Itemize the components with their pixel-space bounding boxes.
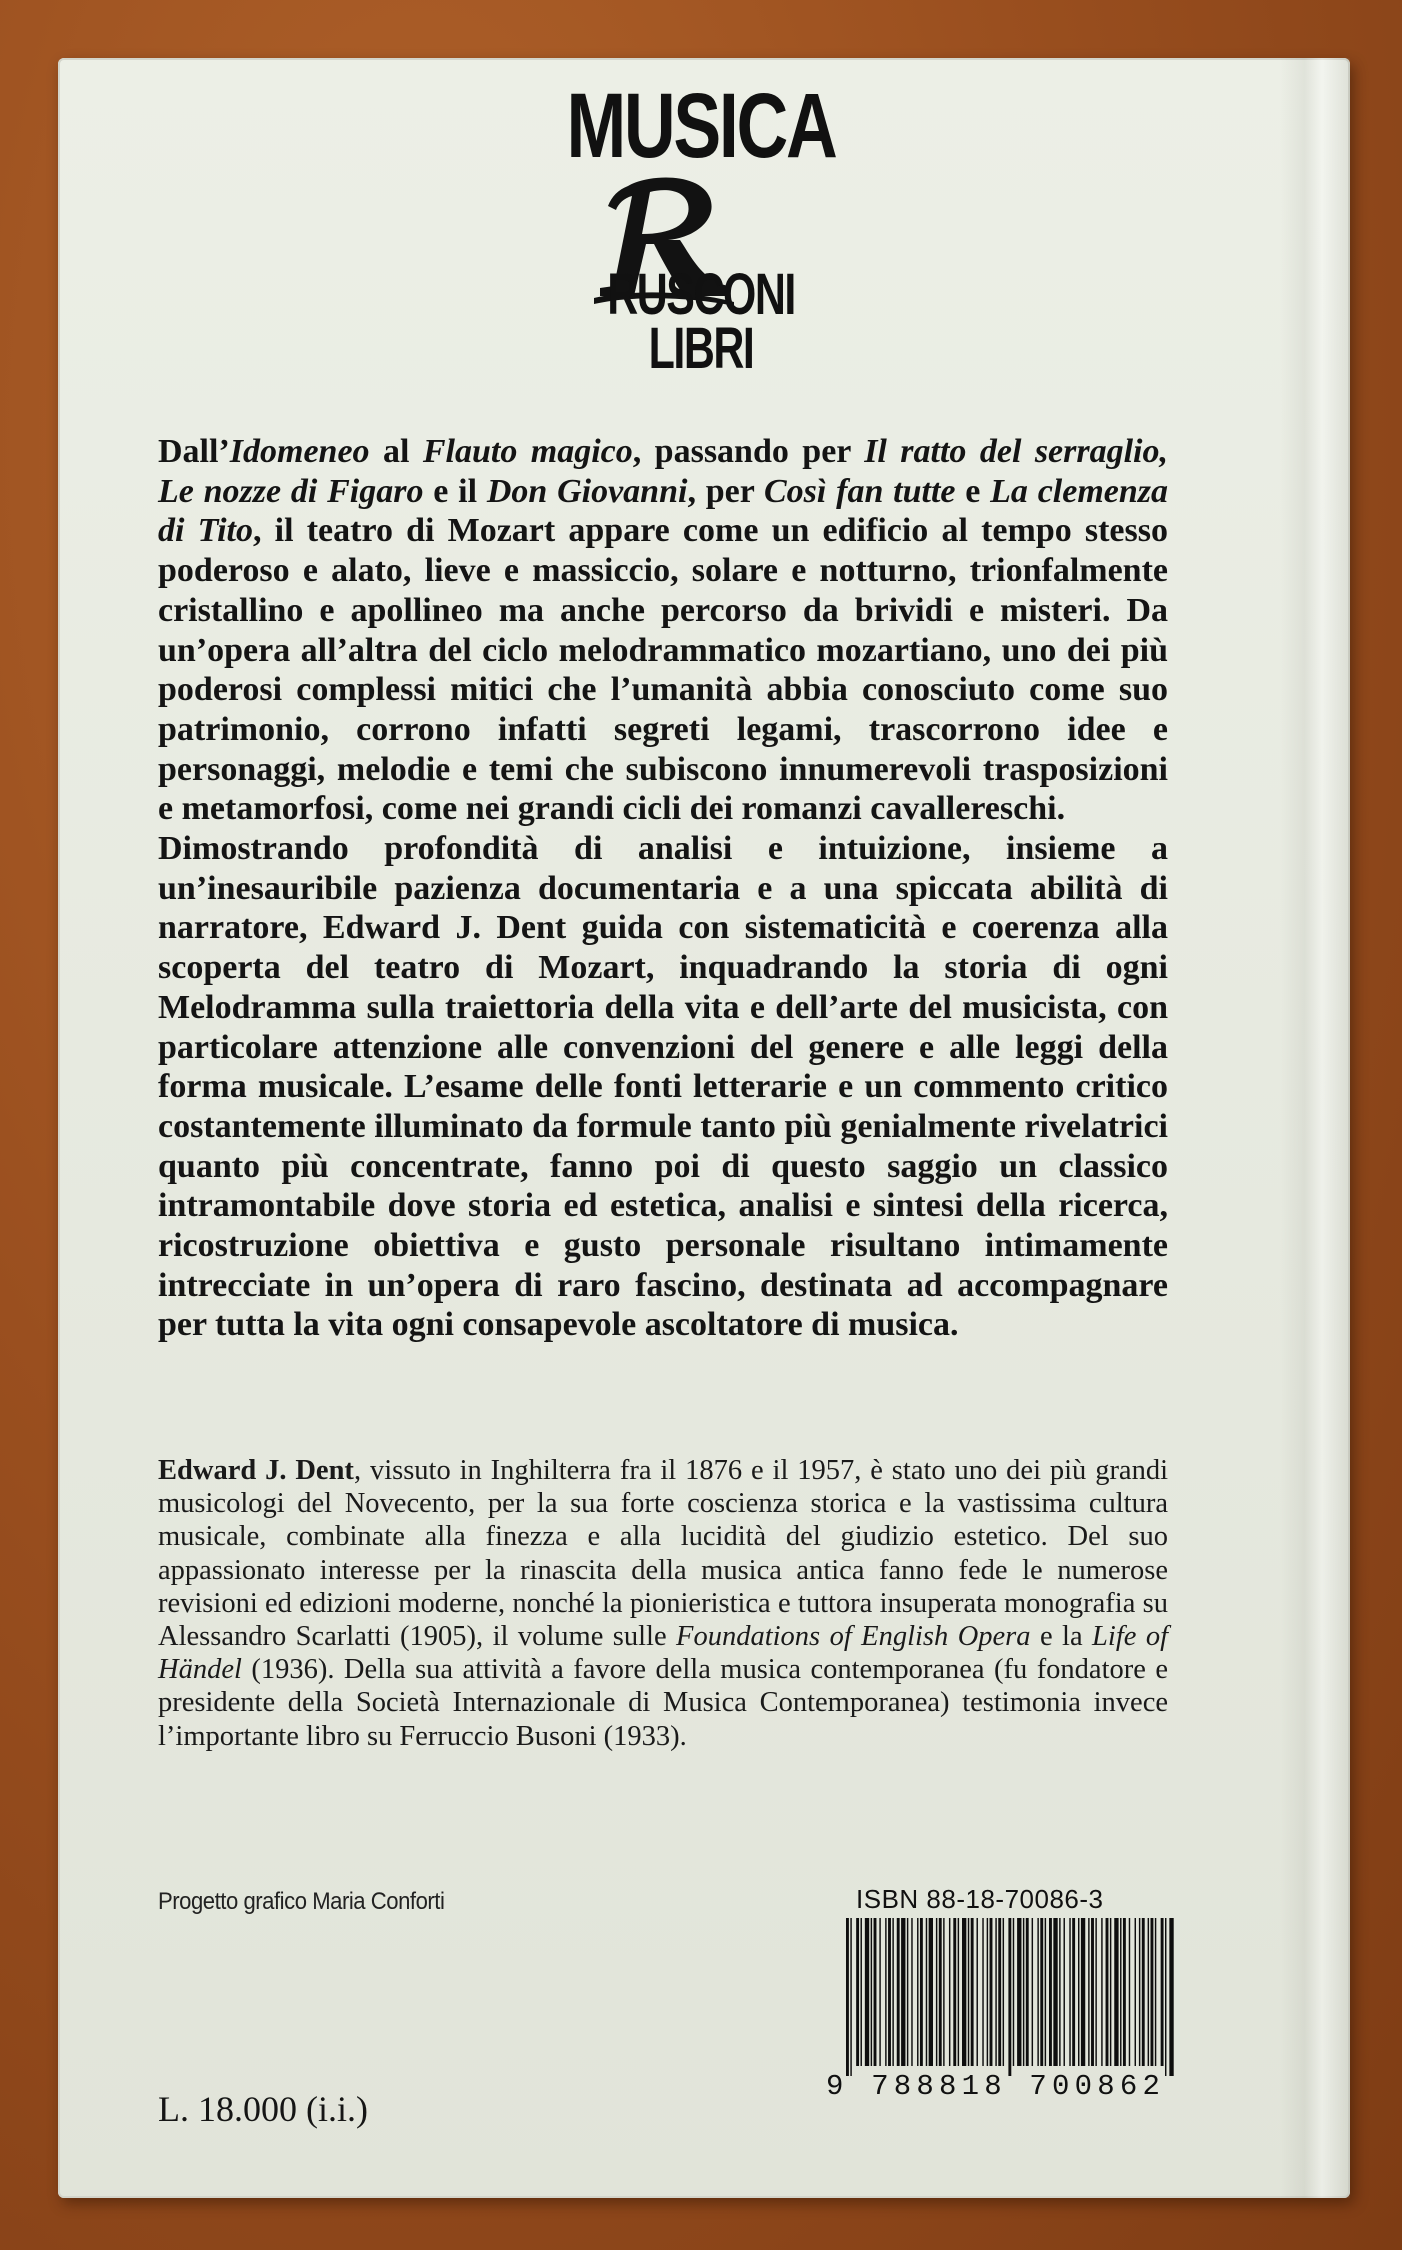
barcode-bar [846,1918,849,2076]
barcode-bar [1053,1918,1057,2066]
barcode-bar [939,1918,942,2066]
barcode-bar [1114,1918,1118,2066]
barcode-bar [1017,1918,1021,2066]
barcode-bar [865,1918,869,2066]
barcode-bar [1148,1918,1149,2066]
barcode-bar [901,1918,905,2066]
barcode-bar [1088,1918,1089,2066]
barcode-bar [990,1918,993,2066]
barcode-bar [920,1918,923,2066]
barcode-icon [844,1918,1174,2076]
barcode-bar [936,1918,937,2066]
barcode-bar [1040,1918,1043,2066]
barcode-bar [958,1918,959,2066]
barcode-bar [1139,1918,1140,2066]
barcode-bar [874,1918,877,2066]
barcode-bar [888,1918,891,2066]
barcode-bar [1165,1918,1166,2076]
barcode-bar [1037,1918,1038,2066]
barcode-bar [982,1918,983,2066]
spine-shadow [1280,58,1350,2198]
barcode-bar [885,1918,886,2066]
barcode-bar [911,1918,912,2066]
barcode-bar [926,1918,927,2066]
barcode-bar [1135,1918,1136,2066]
description-paragraph-2: Dimostrando profondità di analisi e intuizione, insieme a un’inesauribile pazienza documentaria e a una spiccata abilità di narratore, Edward J. Dent guida con sistematicità e coerenza alla scoperta del teatro di Mozart, inquadrando la storia di ogni Melodramma sulla traiettoria della vita e dell’arte del musicista, con particolare attenzione alle convenzioni del genere e alle leggi della forma musicale. L’esame delle fonti letterarie e un commento critico costantemente illuminato da formule tanto più genialmente rivelatrici quanto più concentrate, fanno poi di questo saggio un classico intramontabile dove storia ed estetica, analisi e sintesi della ricerca, ricostruzione obiettiva e gusto personale risultano intimamente intrecciate in un’opera di raro fascino, destinata ad accompagnare per tutta la vita ogni consapevole ascoltatore di musica. [158,830,1168,1344]
barcode-bar [856,1918,859,2066]
barcode-bar [1013,1918,1014,2066]
barcode-bar [907,1918,908,2066]
barcode-bar [968,1918,969,2066]
barcode-bar [850,1918,851,2076]
barcode-bar [943,1918,944,2066]
barcode-bar [1045,1918,1046,2066]
publisher-subtitle: LIBRI [648,316,754,381]
barcode-bar [971,1918,974,2066]
barcode-bar [929,1918,933,2066]
barcode-bar [1101,1918,1102,2066]
barcode-bar [1095,1918,1096,2066]
barcode-bar [998,1918,1001,2066]
barcode-bar [962,1918,966,2066]
barcode-bar [1081,1918,1085,2066]
barcode-bar [1169,1918,1173,2076]
barcode-bar [1032,1918,1033,2066]
barcode-bar [977,1918,978,2066]
barcode-bar [1161,1918,1164,2066]
price-label: L. 18.000 (i.i.) [158,2089,368,2129]
barcode-bar [1129,1918,1130,2066]
barcode-bar [897,1918,900,2066]
description-paragraph-1: Dall’Idomeneo al Flauto magico, passando per Il ratto del serraglio, Le nozze di Figaro e il Don Giovanni, per Così fan tutte e La clemenza di Tito, il teatro di Mozart appare come un edificio al tempo stesso poderoso e alato, lieve e massiccio, solare e notturno, trionfalmente cristallino e apollineo ma anche percorso da brividi e misteri. Da un’opera all’altra del ciclo melodrammatico mozartiano, uno dei più poderosi complessi mitici che l’umanità abbia conosciuto come suo patrimonio, corrono infatti segreti legami, trascorrono idee e personaggi, melodie e temi che subiscono innumerevoli trasposizioni e metamorfosi, come nei grandi cicli dei romanzi cavallereschi. [158,433,1169,828]
barcode-bar [1023,1918,1024,2066]
barcode-bar [917,1918,918,2066]
barcode-bar [953,1918,956,2066]
barcode-bar [1008,1918,1011,2076]
barcode-bar [861,1918,862,2066]
barcode-bar [1123,1918,1126,2066]
barcode-bar [987,1918,988,2066]
barcode-bar [879,1918,880,2066]
barcode-bar [1078,1918,1079,2066]
barcode-bar [892,1918,893,2066]
author-biography: Edward J. Dent, vissuto in Inghilterra fra il 1876 e il 1957, è stato uno dei più grandi musicologi del Novecento, per la sua forte coscienza storica e la vastissima cultura musicale, combinate alla finezza e alla lucidità del giudizio estetico. Del suo appassionato interesse per la rinascita della musica antica fanno fede le numerose revisioni ed edizioni moderne, nonché la pionieristica e tuttora insuperata monografia su Alessandro Scarlatti (1905), il volume sulle Foundations of English Opera e la Life of Händel (1936). Della sua attività a favore della musica contemporanea (fu fondatore e presidente della Società Internazionale di Musica Contemporanea) testimonia invece l’importante libro su Ferruccio Busoni (1933). [158,1455,1168,1752]
barcode-bar [1069,1918,1070,2066]
barcode-bar [1064,1918,1065,2066]
barcode-bar [1120,1918,1121,2066]
barcode-digits: 9 788818 700862 [826,2070,1166,2103]
isbn-number: ISBN 88-18-70086-3 [856,1884,1104,1914]
series-title: MUSICA [566,75,836,177]
barcode-bar [1072,1918,1075,2066]
barcode-bar [1142,1918,1145,2066]
barcode-bar [1155,1918,1156,2066]
barcode-bar [995,1918,996,2066]
barcode-bar [1106,1918,1109,2066]
barcode-bar [1091,1918,1094,2066]
barcode-bar [1110,1918,1111,2066]
book-description [158,432,1168,1345]
barcode-bar [1026,1918,1029,2066]
graphic-design-credit: Progetto grafico Maria Conforti [158,1888,445,1915]
barcode-bar [1151,1918,1154,2066]
publisher-name: RUSCONI [607,262,795,327]
barcode-bar [949,1918,950,2066]
barcode-bar [1003,1918,1004,2066]
barcode-bar [1059,1918,1060,2066]
barcode-bar [1049,1918,1052,2066]
barcode-bar [871,1918,872,2066]
